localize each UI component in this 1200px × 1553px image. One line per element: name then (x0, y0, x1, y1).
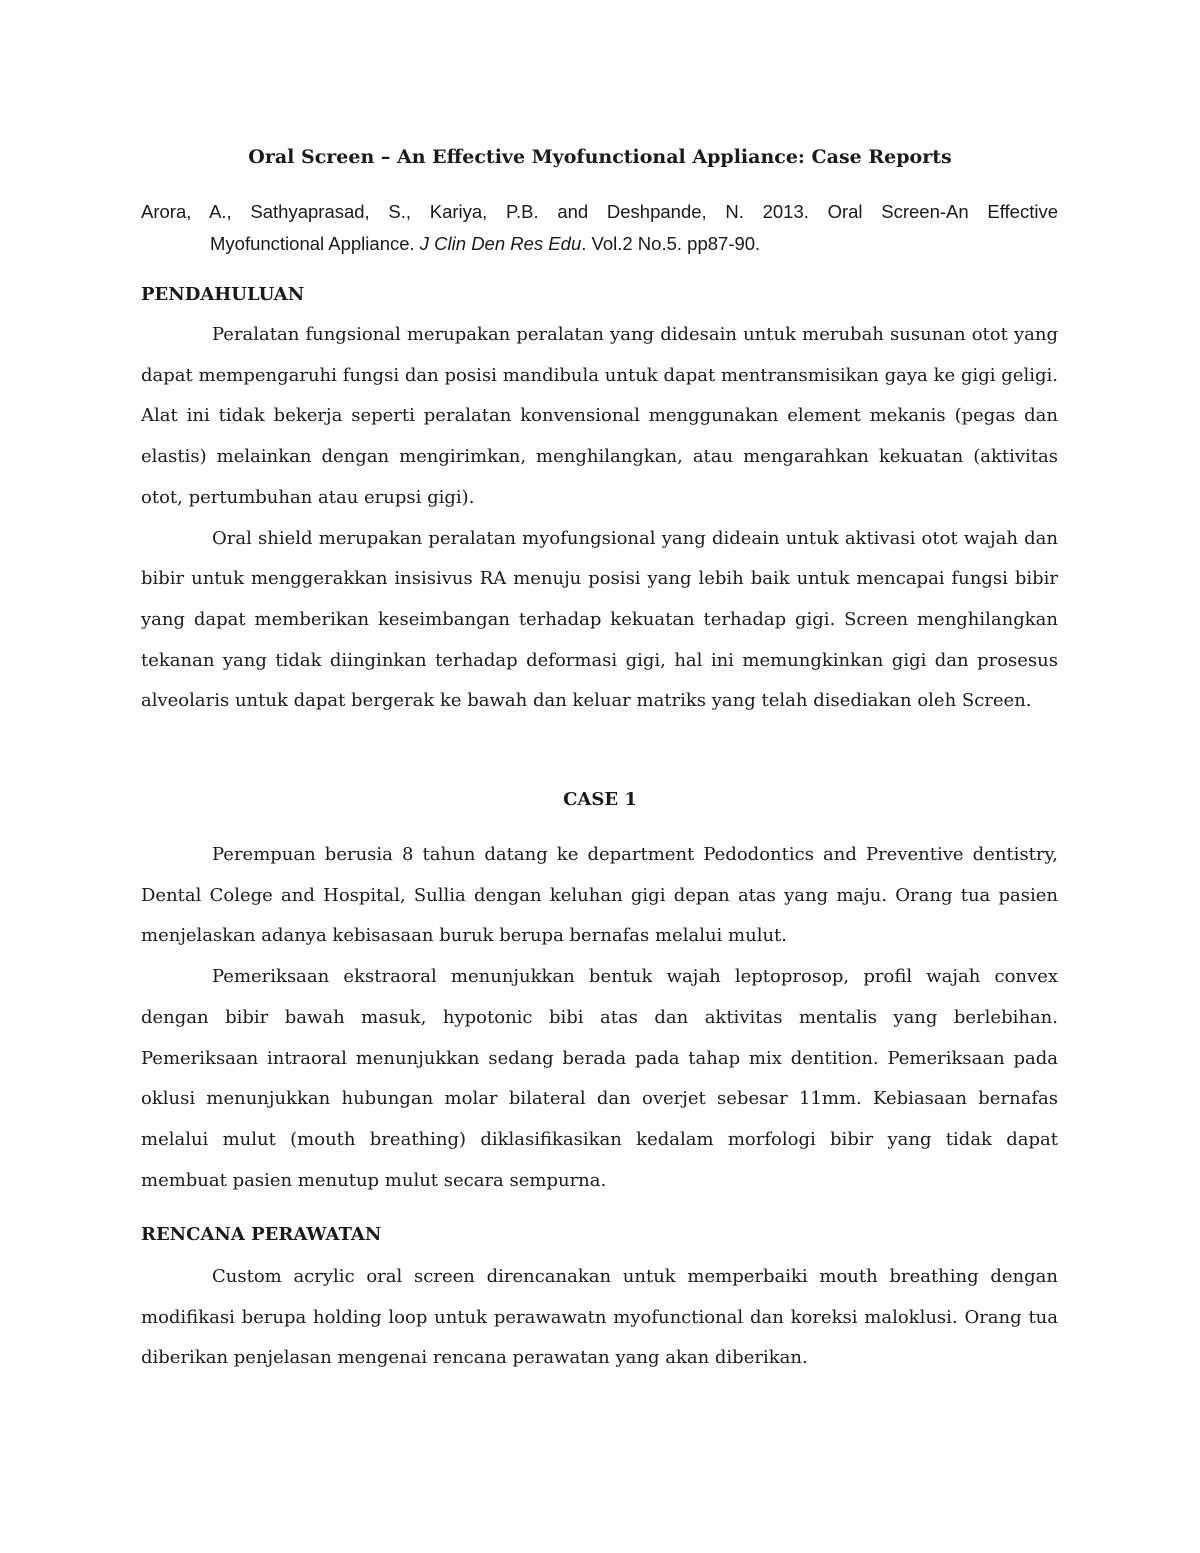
paragraph: Oral shield merupakan peralatan myofungsional yang dideain untuk aktivasi otot wajah dan bibir untuk menggerakkan insisivus RA menuju posisi yang lebih baik untuk mencapai fungsi bibir yang dapat memberikan keseimbangan terhadap kekuatan terhadap gigi. Screen menghilangkan tekanan yang tidak diinginkan terhadap deformasi gigi, hal ini memungkinkan gigi dan prosesus alveolaris untuk dapat bergerak ke bawah dan keluar matriks yang telah disediakan oleh Screen. (141, 527, 1058, 712)
paragraph: Pemeriksaan ekstraoral menunjukkan bentuk wajah leptoprosop, profil wajah convex dengan bibir bawah masuk, hypotonic bibi atas dan aktivitas mentalis yang berlebihan. Pemeriksaan intraoral menunjukkan sedang berada pada tahap mix dentition. Pemeriksaan pada oklusi menunjukkan hubungan molar bilateral dan overjet sebesar 11mm. Kebiasaan bernafas melalui mulut (mouth breathing) diklasifikasikan kedalam morfologi bibir yang tidak dapat membuat pasien menutup mulut secara sempurna. (141, 966, 1058, 1191)
document-title: Oral Screen – An Effective Myofunctional Appliance: Case Reports (248, 146, 952, 168)
paragraph: Perempuan berusia 8 tahun datang ke department Pedodontics and Preventive dentistry, Dental Colege and Hospital, Sullia dengan keluhan gigi depan atas yang maju. Orang tua pasien menjelaskan adanya kebisasaan buruk berupa bernafas melalui mulut. (141, 844, 1058, 947)
citation-authors-end: Myofunctional Appliance. (210, 233, 420, 254)
paragraph: Peralatan fungsional merupakan peralatan yang didesain untuk merubah susunan otot yang dapat mempengaruhi fungsi dan posisi mandibula untuk dapat mentransmisikan gaya ke gigi geligi. Alat ini tidak bekerja seperti peralatan konvensional menggunakan element mekanis (pegas dan elastis) melainkan dengan mengirimkan, menghilangkan, atau mengarahkan kekuatan (aktivitas otot, pertumbuhan atau erupsi gigi). (141, 324, 1058, 508)
section-rencana-perawatan (141, 1257, 1058, 1379)
citation-volume: . Vol.2 No.5. pp87-90. (581, 233, 761, 254)
section-pendahuluan (141, 315, 1058, 722)
citation-journal: J Clin Den Res Edu (419, 233, 582, 254)
paragraph: Custom acrylic oral screen direncanakan untuk memperbaiki mouth breathing dengan modifikasi berupa holding loop untuk perawawatn myofunctional dan koreksi maloklusi. Orang tua diberikan penjelasan mengenai rencana perawatan yang akan diberikan. (141, 1266, 1058, 1369)
section-case-1 (141, 835, 1058, 1201)
heading-pendahuluan: PENDAHULUAN (141, 284, 305, 305)
heading-case-1: CASE 1 (563, 789, 637, 810)
heading-rencana-perawatan: RENCANA PERAWATAN (141, 1224, 382, 1245)
citation-line-1: Arora, A., Sathyaprasad, S., Kariya, P.B. and Deshpande, N. 2013. Oral Screen-An Effective (141, 201, 1058, 222)
citation-line-2 (210, 229, 1058, 258)
